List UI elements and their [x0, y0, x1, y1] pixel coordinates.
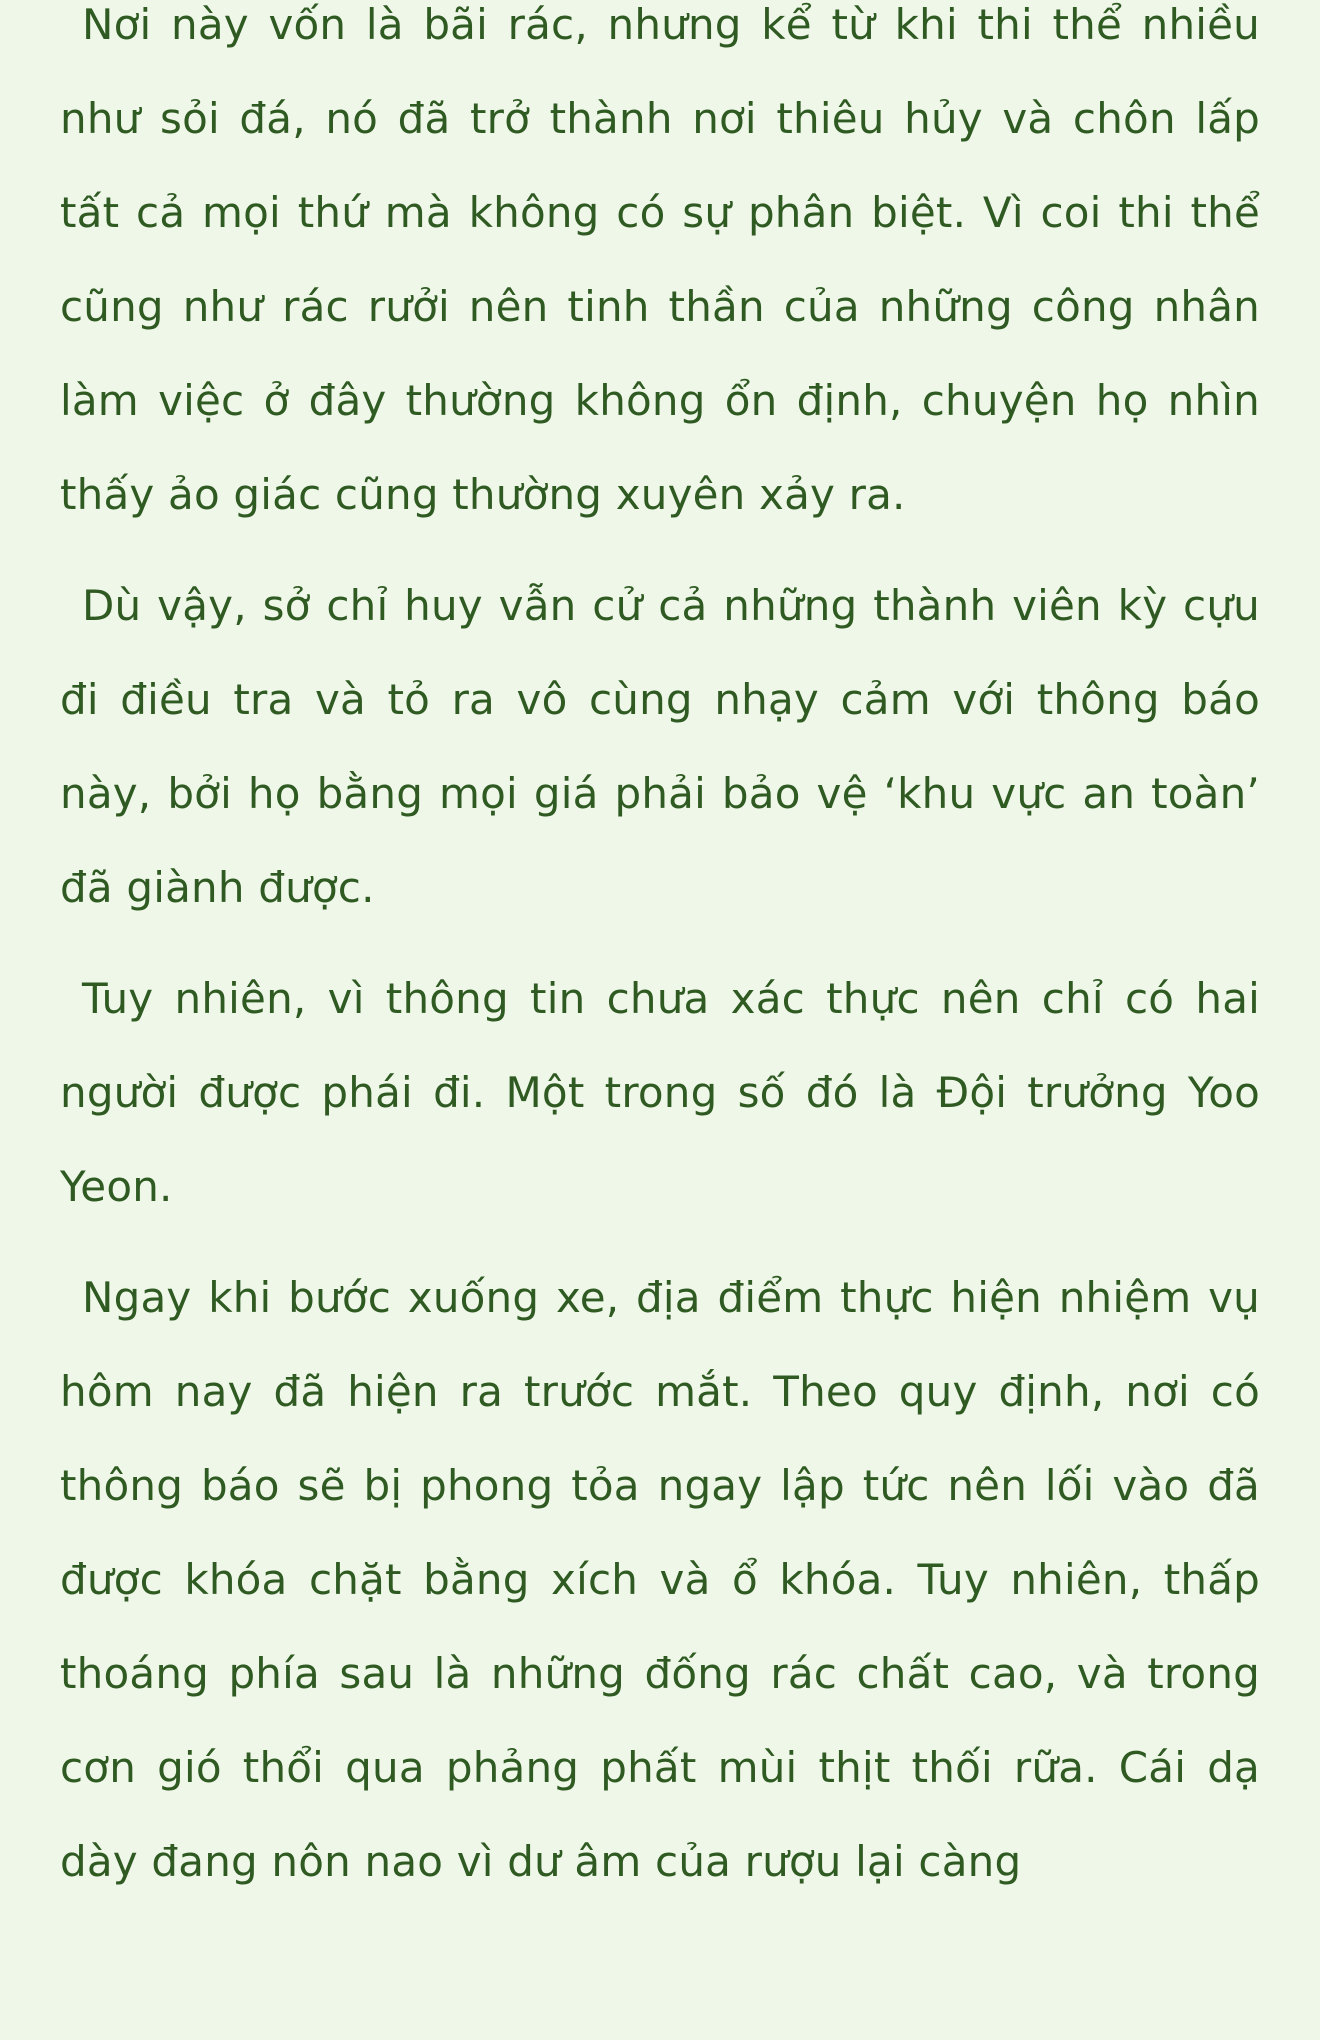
paragraph: Tuy nhiên, vì thông tin chưa xác thực nên chỉ có hai người được phái đi. Một trong số đó là Đội trưởng Yoo Yeon. [60, 974, 1260, 1211]
paragraph: Dù vậy, sở chỉ huy vẫn cử cả những thành viên kỳ cựu đi điều tra và tỏ ra vô cùng nhạy cảm với thông báo này, bởi họ bằng mọi giá phải bảo vệ ‘khu vực an toàn’ đã giành được. [60, 581, 1260, 912]
paragraph: Nơi này vốn là bãi rác, nhưng kể từ khi thi thể nhiều như sỏi đá, nó đã trở thành nơi thiêu hủy và chôn lấp tất cả mọi thứ mà không có sự phân biệt. Vì coi thi thể cũng như rác rưởi nên tinh thần của những công nhân làm việc ở đây thường không ổn định, chuyện họ nhìn thấy ảo giác cũng thường xuyên xảy ra. [60, 0, 1260, 519]
chapter-text [60, 0, 1260, 1909]
paragraph: Ngay khi bước xuống xe, địa điểm thực hiện nhiệm vụ hôm nay đã hiện ra trước mắt. Theo quy định, nơi có thông báo sẽ bị phong tỏa ngay lập tức nên lối vào đã được khóa chặt bằng xích và ổ khóa. Tuy nhiên, thấp thoáng phía sau là những đống rác chất cao, và trong cơn gió thổi qua phảng phất mùi thịt thối rữa. Cái dạ dày đang nôn nao vì dư âm của rượu lại càng [60, 1273, 1260, 1886]
